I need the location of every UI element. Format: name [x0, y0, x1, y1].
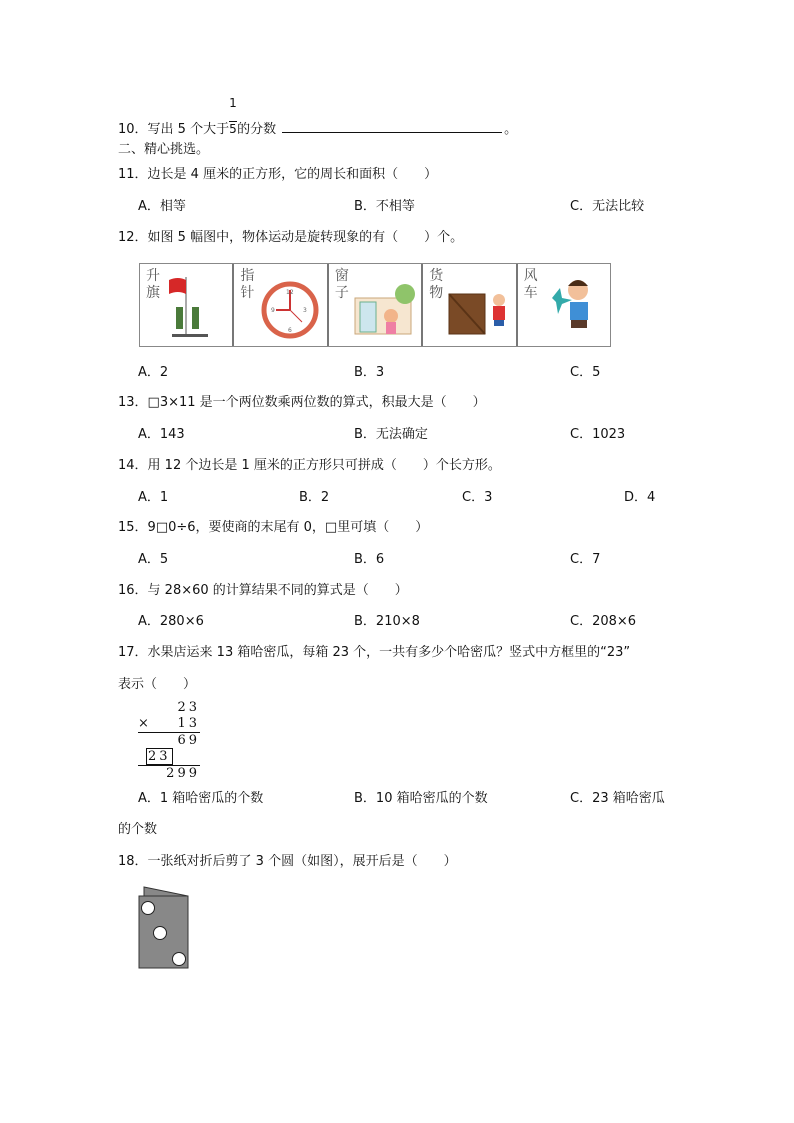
svg-text:9: 9: [271, 307, 276, 314]
cargo-box-icon: [447, 272, 511, 342]
pinwheel-boy-icon: [542, 272, 606, 342]
fraction: [229, 96, 237, 138]
fraction-denominator: 5: [229, 122, 237, 136]
question-15: 15．9□0÷6，要使商的末尾有 0，□里可填（ ）: [118, 520, 429, 535]
picture-label: 风车: [523, 268, 538, 301]
option-c: C．无法比较: [570, 199, 645, 214]
option-a: A．1: [138, 490, 169, 505]
folded-paper-figure: [136, 884, 192, 972]
option-b: B．210×8: [354, 614, 420, 629]
window-icon: [353, 272, 417, 342]
clock-icon: [258, 272, 322, 342]
calc-row: 23: [177, 700, 200, 715]
picture-label: 指针: [240, 268, 255, 301]
picture-label: 窗子: [334, 268, 349, 301]
option-c: C．3: [462, 490, 493, 505]
option-b: B．3: [354, 365, 385, 380]
option-a: A．1 箱哈密瓜的个数: [138, 791, 264, 806]
picture-label: 升旗: [146, 268, 160, 301]
section-heading: 二、精心挑选。: [118, 142, 210, 157]
svg-text:6: 6: [288, 327, 293, 334]
question-17: 17．水果店运来 13 箱哈密瓜，每箱 23 个，一共有多少个哈密瓜？竖式中方框里的“23”: [118, 645, 631, 660]
vertical-multiplication: [138, 700, 200, 782]
option-b: B．无法确定: [354, 427, 428, 442]
answer-blank[interactable]: [282, 120, 502, 133]
option-c: C．7: [570, 552, 601, 567]
question-11: 11．边长是 4 厘米的正方形，它的周长和面积（ ）: [118, 167, 438, 182]
q10-text: 10．写出 5 个大于: [118, 122, 230, 137]
svg-text:12: 12: [286, 289, 295, 296]
q10-text-post: 的分数: [237, 122, 277, 137]
option-a: A．5: [138, 552, 169, 567]
question-18: 18．一张纸对折后剪了 3 个圆（如图），展开后是（ ）: [118, 854, 457, 869]
option-d: D．4: [624, 490, 656, 505]
question-12: 12．如图 5 幅图中，物体运动是旋转现象的有（ ）个。: [118, 230, 464, 245]
calc-row: [138, 716, 200, 732]
option-a: A．280×6: [138, 614, 204, 629]
question-17-cont: 表示（ ）: [118, 677, 197, 692]
option-b: B．6: [354, 552, 385, 567]
calc-row: [138, 749, 200, 765]
picture-window: [329, 264, 423, 346]
question-13: 13．□3×11 是一个两位数乘两位数的算式，积最大是（ ）: [118, 395, 486, 410]
option-a: A．相等: [138, 199, 186, 214]
calc-value: 13: [177, 716, 200, 731]
picture-label: 货物: [429, 268, 444, 301]
svg-text:3: 3: [303, 307, 308, 314]
option-b: B．不相等: [354, 199, 415, 214]
question-16: 16．与 28×60 的计算结果不同的算式是（ ）: [118, 583, 408, 598]
option-c-wrap: 的个数: [118, 822, 158, 837]
picture-clock: [234, 264, 328, 346]
boxed-23: 23: [148, 749, 171, 764]
option-b: B．10 箱哈密瓜的个数: [354, 791, 488, 806]
calc-row: 69: [138, 732, 200, 749]
flag-raising-icon: [164, 272, 228, 342]
picture-table: [139, 263, 611, 347]
q10-end: 。: [504, 122, 518, 137]
option-a: A．143: [138, 427, 185, 442]
fraction-numerator: 1: [229, 96, 237, 110]
option-c: C．1023: [570, 427, 626, 442]
multiply-sign: ×: [138, 716, 152, 731]
picture-pinwheel: [518, 264, 610, 346]
option-c: C．23 箱哈密瓜: [570, 791, 665, 806]
option-a: A．2: [138, 365, 169, 380]
calc-row: 299: [138, 765, 200, 782]
option-b: B．2: [299, 490, 330, 505]
option-c: C．5: [570, 365, 601, 380]
question-10: [118, 96, 518, 138]
picture-cargo: [423, 264, 517, 346]
question-14: 14．用 12 个边长是 1 厘米的正方形只可拼成（ ）个长方形。: [118, 458, 501, 473]
picture-flag: [140, 264, 234, 346]
option-c: C．208×6: [570, 614, 637, 629]
